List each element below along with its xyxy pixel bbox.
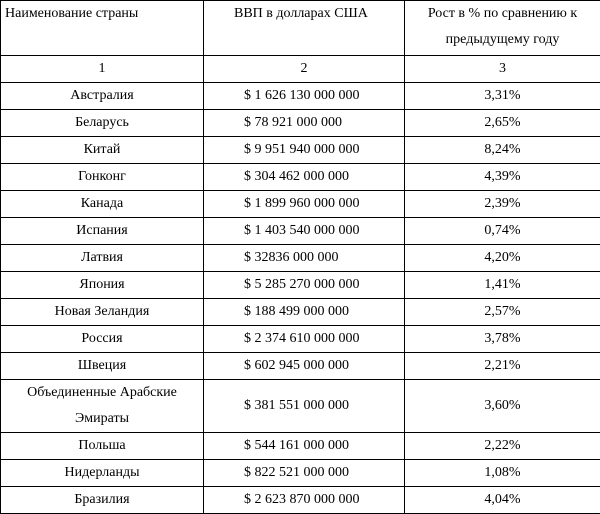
header-row (1, 1, 600, 56)
table-row (1, 191, 600, 218)
table-row (1, 272, 600, 299)
column-number-row (1, 56, 600, 83)
country-cell: Китай (1, 137, 204, 164)
table-row (1, 433, 600, 460)
table-row (1, 353, 600, 380)
table-row (1, 218, 600, 245)
growth-cell: 2,22% (405, 433, 600, 460)
gdp-cell: $ 78 921 000 000 (204, 110, 405, 137)
growth-cell: 2,39% (405, 191, 600, 218)
country-cell: Латвия (1, 245, 204, 272)
country-cell: Япония (1, 272, 204, 299)
growth-cell: 1,08% (405, 460, 600, 487)
country-cell: Объединенные Арабские Эмираты (1, 380, 204, 433)
growth-cell: 4,39% (405, 164, 600, 191)
table-row (1, 460, 600, 487)
growth-cell: 2,65% (405, 110, 600, 137)
growth-cell: 1,41% (405, 272, 600, 299)
header-growth: Рост в % по сравнению к предыдущему году (405, 1, 600, 56)
gdp-cell: $ 602 945 000 000 (204, 353, 405, 380)
header-gdp: ВВП в долларах США (204, 1, 405, 56)
country-cell: Беларусь (1, 110, 204, 137)
growth-cell: 3,31% (405, 83, 600, 110)
column-number-3: 3 (405, 56, 600, 83)
gdp-cell: $ 1 899 960 000 000 (204, 191, 405, 218)
growth-cell: 8,24% (405, 137, 600, 164)
growth-cell: 2,21% (405, 353, 600, 380)
header-country: Наименование страны (1, 1, 204, 56)
growth-cell: 0,74% (405, 218, 600, 245)
country-cell: Австралия (1, 83, 204, 110)
gdp-cell: $ 32836 000 000 (204, 245, 405, 272)
growth-cell: 4,20% (405, 245, 600, 272)
gdp-cell: $ 2 374 610 000 000 (204, 326, 405, 353)
gdp-cell: $ 822 521 000 000 (204, 460, 405, 487)
table-row (1, 164, 600, 191)
table-row (1, 110, 600, 137)
table-row (1, 326, 600, 353)
table-header (1, 1, 600, 83)
gdp-cell: $ 544 161 000 000 (204, 433, 405, 460)
gdp-cell: $ 188 499 000 000 (204, 299, 405, 326)
gdp-cell: $ 1 626 130 000 000 (204, 83, 405, 110)
country-cell: Швеция (1, 353, 204, 380)
column-number-1: 1 (1, 56, 204, 83)
table-row (1, 245, 600, 272)
country-cell: Бразилия (1, 487, 204, 514)
country-cell: Польша (1, 433, 204, 460)
country-cell: Гонконг (1, 164, 204, 191)
growth-cell: 2,57% (405, 299, 600, 326)
table-row (1, 137, 600, 164)
country-cell: Испания (1, 218, 204, 245)
gdp-cell: $ 2 623 870 000 000 (204, 487, 405, 514)
growth-cell: 3,60% (405, 380, 600, 433)
table-body (1, 83, 600, 514)
country-cell: Новая Зеландия (1, 299, 204, 326)
gdp-cell: $ 381 551 000 000 (204, 380, 405, 433)
growth-cell: 4,04% (405, 487, 600, 514)
gdp-cell: $ 9 951 940 000 000 (204, 137, 405, 164)
column-number-2: 2 (204, 56, 405, 83)
gdp-cell: $ 5 285 270 000 000 (204, 272, 405, 299)
growth-cell: 3,78% (405, 326, 600, 353)
country-cell: Нидерланды (1, 460, 204, 487)
gdp-cell: $ 1 403 540 000 000 (204, 218, 405, 245)
table-row (1, 487, 600, 514)
table-row (1, 83, 600, 110)
country-cell: Канада (1, 191, 204, 218)
gdp-cell: $ 304 462 000 000 (204, 164, 405, 191)
country-cell: Россия (1, 326, 204, 353)
table-row (1, 380, 600, 433)
table-row (1, 299, 600, 326)
